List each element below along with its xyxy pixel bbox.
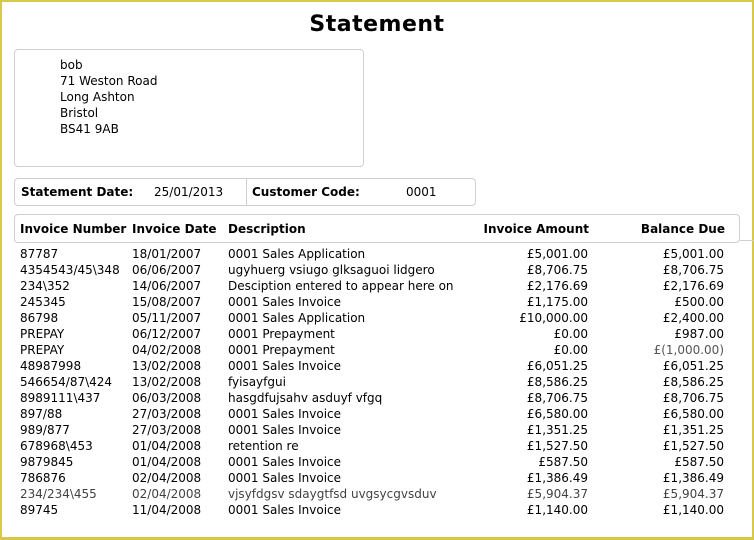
balance-due-cell: £2,400.00 xyxy=(662,311,724,325)
customer-name: bob xyxy=(60,58,83,72)
col-invoice-date: Invoice Date xyxy=(132,222,217,236)
page-title: Statement xyxy=(309,12,445,37)
invoice-date-cell: 01/04/2008 xyxy=(132,455,202,469)
description-cell: 0001 Sales Invoice xyxy=(228,359,342,373)
table-row xyxy=(0,422,754,438)
balance-due-cell: £587.50 xyxy=(674,455,724,469)
description-cell: Desciption entered to appear here on xyxy=(228,279,454,293)
table-row xyxy=(0,438,754,454)
invoice-amount-cell: £8,706.75 xyxy=(526,263,588,277)
balance-due-cell: £1,386.49 xyxy=(662,471,724,485)
col-balance-due: Balance Due xyxy=(640,222,725,236)
invoice-number-cell: 87787 xyxy=(20,247,59,261)
description-cell: ugyhuerg vsiugo glksaguoi lidgero xyxy=(228,263,435,277)
table-row xyxy=(0,310,754,326)
balance-due-cell: £5,904.37 xyxy=(662,487,724,501)
invoice-amount-cell: £1,140.00 xyxy=(526,503,588,517)
invoice-number-cell: 86798 xyxy=(20,311,59,325)
invoice-date-cell: 14/06/2007 xyxy=(132,279,202,293)
invoice-amount-cell: £1,175.00 xyxy=(526,295,588,309)
invoice-amount-cell: £2,176.69 xyxy=(526,279,588,293)
table-row xyxy=(0,278,754,294)
invoice-date-cell: 06/03/2008 xyxy=(132,391,202,405)
invoice-amount-cell: £10,000.00 xyxy=(519,311,588,325)
invoice-date-cell: 15/08/2007 xyxy=(132,295,202,309)
invoice-number-cell: 48987998 xyxy=(20,359,82,373)
invoice-number-cell: 786876 xyxy=(20,471,66,485)
description-cell: 0001 Sales Invoice xyxy=(228,295,342,309)
table-row xyxy=(0,342,754,358)
invoice-number-cell: 234\352 xyxy=(20,279,70,293)
invoice-amount-cell: £587.50 xyxy=(538,455,588,469)
col-invoice-amount: Invoice Amount xyxy=(483,222,589,236)
balance-due-cell: £500.00 xyxy=(674,295,724,309)
statement-rows xyxy=(0,246,754,518)
invoice-amount-cell: £0.00 xyxy=(553,343,588,357)
invoice-amount-cell: £6,051.25 xyxy=(526,359,588,373)
invoice-date-cell: 06/12/2007 xyxy=(132,327,202,341)
description-cell: 0001 Sales Invoice xyxy=(228,423,342,437)
address-line-3: Bristol xyxy=(60,106,99,120)
description-cell: 0001 Sales Application xyxy=(228,311,366,325)
invoice-number-cell: 9879845 xyxy=(20,455,74,469)
address-line-1: 71 Weston Road xyxy=(60,74,158,88)
description-cell: retention re xyxy=(228,439,299,453)
invoice-date-cell: 11/04/2008 xyxy=(132,503,202,517)
table-row xyxy=(0,326,754,342)
address-block xyxy=(60,57,157,137)
statement-date-label: Statement Date: xyxy=(21,185,134,199)
description-cell: 0001 Prepayment xyxy=(228,327,335,341)
table-row xyxy=(0,246,754,262)
invoice-amount-cell: £5,904.37 xyxy=(526,487,588,501)
description-cell: 0001 Sales Invoice xyxy=(228,455,342,469)
invoice-number-cell: 546654/87\424 xyxy=(20,375,113,389)
address-postcode: BS41 9AB xyxy=(60,122,119,136)
balance-due-cell: £8,706.75 xyxy=(662,391,724,405)
balance-due-cell: £6,051.25 xyxy=(662,359,724,373)
description-cell: 0001 Prepayment xyxy=(228,343,335,357)
invoice-date-cell: 02/04/2008 xyxy=(132,487,202,501)
description-cell: 0001 Sales Invoice xyxy=(228,503,342,517)
header-rule xyxy=(740,240,754,241)
invoice-date-cell: 27/03/2008 xyxy=(132,407,202,421)
statement-info-box xyxy=(14,178,476,206)
customer-code-value: 0001 xyxy=(406,185,437,199)
table-row xyxy=(0,262,754,278)
balance-due-cell: £987.00 xyxy=(674,327,724,341)
balance-due-cell: £2,176.69 xyxy=(662,279,724,293)
invoice-date-cell: 27/03/2008 xyxy=(132,423,202,437)
balance-due-cell: £1,527.50 xyxy=(662,439,724,453)
invoice-number-cell: 234/234\455 xyxy=(20,487,97,501)
description-cell: 0001 Sales Application xyxy=(228,247,366,261)
invoice-number-cell: PREPAY xyxy=(20,327,65,341)
balance-due-cell: £8,706.75 xyxy=(662,263,724,277)
table-row xyxy=(0,454,754,470)
invoice-amount-cell: £1,386.49 xyxy=(526,471,588,485)
balance-due-cell: £1,351.25 xyxy=(662,423,724,437)
invoice-number-cell: 989/877 xyxy=(20,423,70,437)
balance-due-cell: £1,140.00 xyxy=(662,503,724,517)
invoice-amount-cell: £5,001.00 xyxy=(526,247,588,261)
col-description: Description xyxy=(228,222,306,236)
table-row xyxy=(0,502,754,518)
invoice-number-cell: 8989111\437 xyxy=(20,391,101,405)
balance-due-cell: £8,586.25 xyxy=(662,375,724,389)
address-line-2: Long Ashton xyxy=(60,90,135,104)
customer-code-label: Customer Code: xyxy=(252,185,360,199)
description-cell: 0001 Sales Invoice xyxy=(228,407,342,421)
description-cell: hasgdfujsahv asduyf vfgq xyxy=(228,391,383,405)
invoice-date-cell: 13/02/2008 xyxy=(132,359,202,373)
statement-date-value: 25/01/2013 xyxy=(154,185,224,199)
description-cell: fyisayfgui xyxy=(228,375,286,389)
invoice-date-cell: 04/02/2008 xyxy=(132,343,202,357)
invoice-number-cell: PREPAY xyxy=(20,343,65,357)
invoice-amount-cell: £1,527.50 xyxy=(526,439,588,453)
invoice-date-cell: 02/04/2008 xyxy=(132,471,202,485)
invoice-date-cell: 18/01/2007 xyxy=(132,247,202,261)
table-row xyxy=(0,358,754,374)
table-row xyxy=(0,406,754,422)
invoice-amount-cell: £0.00 xyxy=(553,327,588,341)
invoice-number-cell: 89745 xyxy=(20,503,59,517)
balance-due-cell: £5,001.00 xyxy=(662,247,724,261)
invoice-date-cell: 13/02/2008 xyxy=(132,375,202,389)
balance-due-cell: £(1,000.00) xyxy=(653,343,724,357)
invoice-number-cell: 678968\453 xyxy=(20,439,93,453)
description-cell: vjsyfdgsv sdaygtfsd uvgsycgvsduv xyxy=(228,487,437,501)
table-header xyxy=(14,214,740,243)
invoice-amount-cell: £8,586.25 xyxy=(526,375,588,389)
table-row xyxy=(0,374,754,390)
invoice-number-cell: 897/88 xyxy=(20,407,63,421)
table-row xyxy=(0,486,754,502)
description-cell: 0001 Sales Invoice xyxy=(228,471,342,485)
table-row xyxy=(0,390,754,406)
invoice-amount-cell: £6,580.00 xyxy=(526,407,588,421)
invoice-number-cell: 245345 xyxy=(20,295,66,309)
info-divider xyxy=(246,179,247,205)
invoice-date-cell: 05/11/2007 xyxy=(132,311,202,325)
invoice-amount-cell: £8,706.75 xyxy=(526,391,588,405)
invoice-amount-cell: £1,351.25 xyxy=(526,423,588,437)
balance-due-cell: £6,580.00 xyxy=(662,407,724,421)
address-box xyxy=(14,49,364,167)
invoice-date-cell: 06/06/2007 xyxy=(132,263,202,277)
invoice-number-cell: 4354543/45\348 xyxy=(20,263,120,277)
col-invoice-number: Invoice Number xyxy=(20,222,127,236)
invoice-date-cell: 01/04/2008 xyxy=(132,439,202,453)
table-row xyxy=(0,470,754,486)
table-row xyxy=(0,294,754,310)
